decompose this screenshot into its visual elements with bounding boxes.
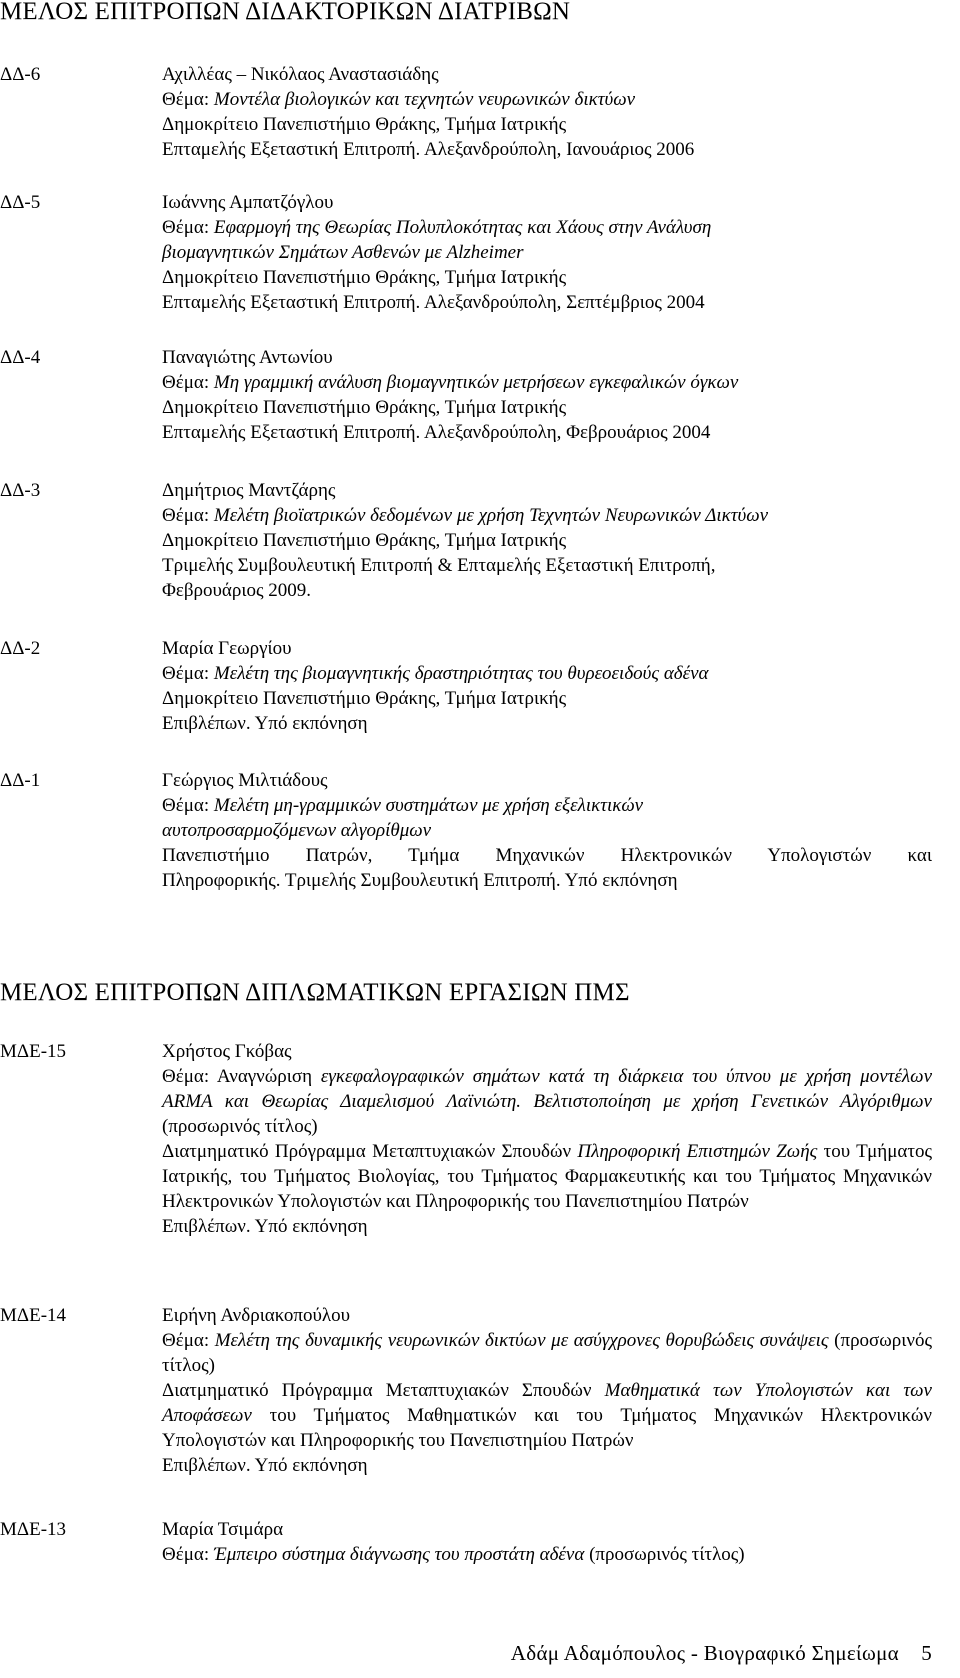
program-name: Πληροφορική Επιστημών Ζωής: [577, 1141, 818, 1162]
topic-title: Μελέτη της βιομαγνητικής δραστηριότητας του θυρεοειδούς αδένα: [213, 663, 709, 684]
institution-line2: Πληροφορικής. Τριμελής Συμβουλευτική Επιτροπή. Υπό εκπόνηση: [162, 870, 678, 891]
program-name: Μαθηματικά των Υπολογιστών και των Αποφάσεων: [162, 1380, 932, 1426]
candidate-name: Δημήτριος Μαντζάρης: [162, 480, 336, 501]
topic-label: Θέμα:: [162, 663, 210, 684]
candidate-name: Γεώργιος Μιλτιάδους: [162, 770, 328, 791]
topic-title: Μη γραμμική ανάλυση βιομαγνητικών μετρήσεων εγκεφαλικών όγκων: [213, 372, 739, 393]
committee-line2: Φεβρουάριος 2009.: [162, 580, 311, 601]
institution: Δημοκρίτειο Πανεπιστήμιο Θράκης, Τμήμα Ιατρικής: [162, 397, 567, 418]
entry-code: ΜΔΕ-13: [0, 1519, 67, 1540]
committee-line1: Τριμελής Συμβουλευτική Επιτροπή & Επταμελής Εξεταστική Επιτροπή,: [162, 555, 716, 576]
topic-title-plain: Αναγνώριση: [216, 1066, 313, 1087]
candidate-name: Ιωάννης Αμπατζόγλου: [162, 192, 334, 213]
entry-code: ΔΔ-5: [0, 192, 41, 213]
topic-label: Θέμα:: [162, 372, 210, 393]
topic-title: Μελέτη της δυναμικής νευρωνικών δικτύων με ασύγχρονες θορυβώδεις συνάψεις: [214, 1330, 829, 1351]
committee: Επταμελής Εξεταστική Επιτροπή. Αλεξανδρούπολη, Ιανουάριος 2006: [162, 139, 695, 160]
topic-note: (προσωρινός τίτλος): [589, 1544, 745, 1565]
topic-label: Θέμα:: [162, 1544, 210, 1565]
program-suffix: του Τμήματος Ιατρικής, του Τμήματος Βιολογίας, του Τμήματος Φαρμακευτικής και του Τμήματος Μηχανικών Ηλεκτρονικών Υπολογιστών και Πληροφορικής του Πανεπιστημίου Πατρών: [162, 1141, 932, 1212]
committee: Επταμελής Εξεταστική Επιτροπή. Αλεξανδρούπολη, Σεπτέμβριος 2004: [162, 292, 705, 313]
entry-code: ΔΔ-6: [0, 64, 41, 85]
program-prefix: Διατμηματικό Πρόγραμμα Μεταπτυχιακών Σπουδών: [162, 1380, 592, 1401]
topic-label: Θέμα:: [162, 89, 210, 110]
topic-label: Θέμα:: [162, 505, 210, 526]
entry-code: ΔΔ-4: [0, 347, 41, 368]
topic-title-line1: Εφαρμογή της Θεωρίας Πολυπλοκότητας και Χάους στην Ανάλυση: [213, 217, 712, 238]
institution: Δημοκρίτειο Πανεπιστήμιο Θράκης, Τμήμα Ιατρικής: [162, 114, 567, 135]
footer-text: Αδάμ Αδαμόπουλος - Βιογραφικό Σημείωμα: [510, 1641, 899, 1665]
topic-label: Θέμα:: [162, 217, 210, 238]
candidate-name: Αχιλλέας – Νικόλαος Αναστασιάδης: [162, 64, 439, 85]
topic-title-line1: Μελέτη μη-γραμμικών συστημάτων με χρήση εξελικτικών: [213, 795, 644, 816]
entry-code: ΜΔΕ-14: [0, 1305, 67, 1326]
entry-code: ΔΔ-2: [0, 638, 41, 659]
committee: Επταμελής Εξεταστική Επιτροπή. Αλεξανδρούπολη, Φεβρουάριος 2004: [162, 422, 711, 443]
institution: Δημοκρίτειο Πανεπιστήμιο Θράκης, Τμήμα Ιατρικής: [162, 530, 567, 551]
topic-label: Θέμα:: [162, 1330, 210, 1351]
institution-line1: Πανεπιστήμιο Πατρών, Τμήμα Μηχανικών Ηλεκτρονικών Υπολογιστών και: [162, 845, 932, 866]
section-title-masters: ΜΕΛΟΣ ΕΠΙΤΡΟΠΩΝ ΔΙΠΛΩΜΑΤΙΚΩΝ ΕΡΓΑΣΙΩΝ ΠΜΣ: [0, 979, 630, 1006]
candidate-name: Παναγιώτης Αντωνίου: [162, 347, 333, 368]
page-footer: [511, 1641, 932, 1666]
candidate-name: Μαρία Τσιμάρα: [162, 1519, 284, 1540]
topic-title-line2: αυτοπροσαρμοζόμενων αλγορίθμων: [162, 820, 432, 841]
topic-title: Μελέτη βιοϊατρικών δεδομένων με χρήση Τεχνητών Νευρωνικών Δικτύων: [213, 505, 769, 526]
topic-note: (προσωρινός τίτλος): [162, 1116, 318, 1137]
topic-label: Θέμα:: [162, 795, 210, 816]
topic-label: Θέμα:: [162, 1066, 210, 1087]
topic-title-line2: βιομαγνητικών Σημάτων Ασθενών με Alzheimer: [162, 242, 524, 263]
candidate-name: Ειρήνη Ανδριακοπούλου: [162, 1305, 351, 1326]
institution: Δημοκρίτειο Πανεπιστήμιο Θράκης, Τμήμα Ιατρικής: [162, 688, 567, 709]
entry-code: ΔΔ-3: [0, 480, 41, 501]
role: Επιβλέπων. Υπό εκπόνηση: [162, 1455, 368, 1476]
topic-title: Μοντέλα βιολογικών και τεχνητών νευρωνικών δικτύων: [213, 89, 636, 110]
entry-code: ΔΔ-1: [0, 770, 41, 791]
topic-note: (προσωρινός τίτλος): [162, 1330, 933, 1376]
candidate-name: Μαρία Γεωργίου: [162, 638, 292, 659]
topic-title: Έμπειρο σύστημα διάγνωσης του προστάτη αδένα: [213, 1544, 585, 1565]
institution: Δημοκρίτειο Πανεπιστήμιο Θράκης, Τμήμα Ιατρικής: [162, 267, 567, 288]
committee: Επιβλέπων. Υπό εκπόνηση: [162, 713, 368, 734]
topic-title: εγκεφαλογραφικών σημάτων κατά τη διάρκεια του ύπνου με χρήση μοντέλων ARMA και Θεωρίας Διαμελισμού Λαϊνιώτη. Βελτιστοποίηση με χρήση Γενετικών Αλγόριθμων: [162, 1066, 933, 1112]
section-title-doctoral: ΜΕΛΟΣ ΕΠΙΤΡΟΠΩΝ ΔΙΔΑΚΤΟΡΙΚΩΝ ΔΙΑΤΡΙΒΩΝ: [0, 0, 571, 25]
page-number: 5: [921, 1641, 932, 1665]
program-prefix: Διατμηματικό Πρόγραμμα Μεταπτυχιακών Σπουδών: [162, 1141, 572, 1162]
program-suffix: του Τμήματος Μαθηματικών και του Τμήματος Μηχανικών Ηλεκτρονικών Υπολογιστών και Πληροφορικής του Πανεπιστημίου Πατρών: [162, 1405, 932, 1451]
entry-code: ΜΔΕ-15: [0, 1041, 67, 1062]
candidate-name: Χρήστος Γκόβας: [162, 1041, 292, 1062]
role: Επιβλέπων. Υπό εκπόνηση: [162, 1216, 368, 1237]
